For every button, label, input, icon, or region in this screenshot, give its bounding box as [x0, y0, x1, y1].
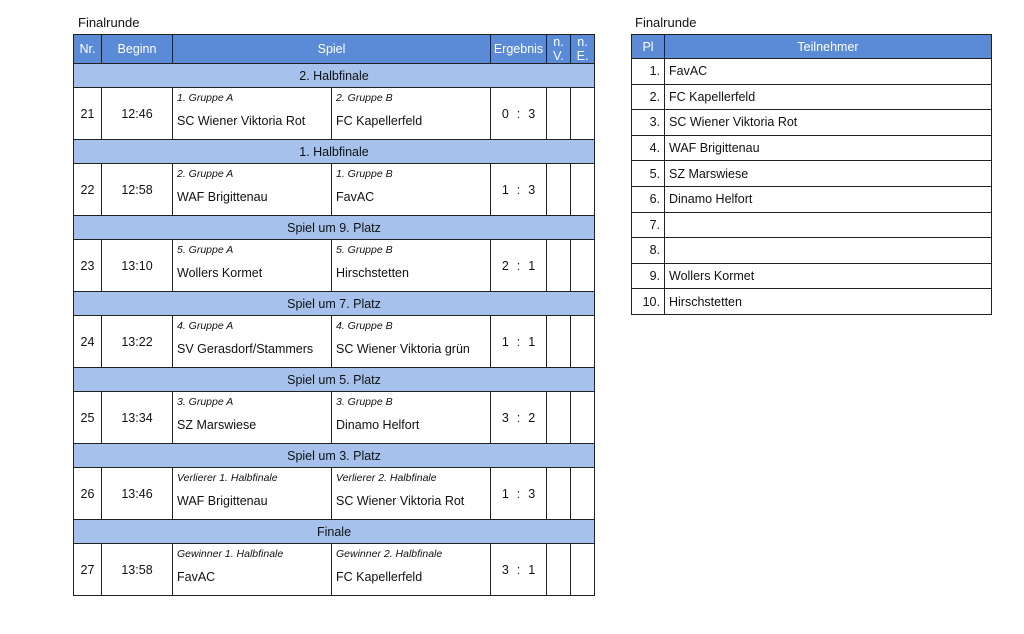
penalty-cell	[571, 240, 595, 292]
result	[491, 544, 547, 596]
ranking-row	[632, 186, 992, 212]
game-row	[74, 240, 595, 292]
penalty-cell	[571, 544, 595, 596]
home-team: SZ Marswiese	[177, 418, 257, 432]
home-team-cell	[173, 316, 332, 368]
overtime-cell	[547, 316, 571, 368]
score-separator: :	[516, 486, 521, 501]
away-team-cell	[332, 544, 491, 596]
score-away: 1	[528, 562, 536, 577]
ranking-header-row	[632, 35, 992, 59]
rank-place: 4.	[632, 135, 665, 161]
away-team: Dinamo Helfort	[336, 418, 420, 432]
round-title-row	[74, 444, 595, 468]
rank-place: 6.	[632, 186, 665, 212]
game-row	[74, 468, 595, 520]
result	[491, 392, 547, 444]
home-team-cell	[173, 164, 332, 216]
round-title: Finale	[74, 520, 595, 544]
col-teilnehmer: Teilnehmer	[665, 35, 992, 59]
round-title-row	[74, 216, 595, 240]
game-row	[74, 88, 595, 140]
away-team-cell	[332, 88, 491, 140]
rank-place: 9.	[632, 263, 665, 289]
round-title-row	[74, 140, 595, 164]
games-header-row	[74, 35, 595, 64]
away-team: FC Kapellerfeld	[336, 570, 423, 584]
round-title: Spiel um 9. Platz	[74, 216, 595, 240]
away-team-cell	[332, 240, 491, 292]
game-number: 22	[74, 164, 102, 216]
away-team-cell	[332, 468, 491, 520]
game-time: 12:46	[102, 88, 173, 140]
result	[491, 316, 547, 368]
home-source: 4. Gruppe A	[177, 320, 234, 332]
round-title-row	[74, 292, 595, 316]
home-source: 2. Gruppe A	[177, 168, 234, 180]
away-team-cell	[332, 392, 491, 444]
overtime-cell	[547, 240, 571, 292]
round-title: Spiel um 3. Platz	[74, 444, 595, 468]
col-ergebnis: Ergebnis	[491, 35, 547, 64]
ranking-row	[632, 59, 992, 85]
result	[491, 468, 547, 520]
game-number: 27	[74, 544, 102, 596]
game-number: 26	[74, 468, 102, 520]
score-separator: :	[516, 258, 521, 273]
score-away: 3	[528, 182, 536, 197]
rank-place: 5.	[632, 161, 665, 187]
penalty-cell	[571, 316, 595, 368]
home-source: 3. Gruppe A	[177, 396, 234, 408]
score-separator: :	[516, 106, 521, 121]
game-time: 13:34	[102, 392, 173, 444]
away-team-cell	[332, 316, 491, 368]
home-team-cell	[173, 468, 332, 520]
score-away: 3	[528, 106, 536, 121]
away-team: SC Wiener Viktoria grün	[336, 342, 470, 356]
home-team: Wollers Kormet	[177, 266, 263, 280]
rank-team: FC Kapellerfeld	[665, 84, 992, 110]
round-title-row	[74, 64, 595, 88]
col-spiel: Spiel	[173, 35, 491, 64]
away-source: 5. Gruppe B	[336, 244, 393, 256]
penalty-cell	[571, 164, 595, 216]
rank-team: SZ Marswiese	[665, 161, 992, 187]
score-home: 0	[501, 106, 509, 121]
score-separator: :	[516, 334, 521, 349]
result	[491, 240, 547, 292]
rank-place: 8.	[632, 238, 665, 264]
home-team: SC Wiener Viktoria Rot	[177, 114, 306, 128]
ranking-row	[632, 135, 992, 161]
home-team-cell	[173, 88, 332, 140]
away-team: FC Kapellerfeld	[336, 114, 423, 128]
round-title: 2. Halbfinale	[74, 64, 595, 88]
ranking-row	[632, 263, 992, 289]
col-pl: Pl	[632, 35, 665, 59]
score-home: 3	[501, 410, 509, 425]
ranking-row	[632, 212, 992, 238]
home-source: Verlierer 1. Halbfinale	[177, 472, 278, 484]
game-time: 13:10	[102, 240, 173, 292]
penalty-cell	[571, 88, 595, 140]
result	[491, 164, 547, 216]
game-number: 21	[74, 88, 102, 140]
game-time: 13:46	[102, 468, 173, 520]
game-row	[74, 544, 595, 596]
ranking-table	[631, 34, 992, 315]
away-team: SC Wiener Viktoria Rot	[336, 494, 465, 508]
rank-team: FavAC	[665, 59, 992, 85]
game-row	[74, 316, 595, 368]
score-separator: :	[516, 410, 521, 425]
rank-team: Dinamo Helfort	[665, 186, 992, 212]
ranking-row	[632, 161, 992, 187]
rank-place: 3.	[632, 110, 665, 136]
rank-team	[665, 238, 992, 264]
game-row	[74, 392, 595, 444]
away-team-cell	[332, 164, 491, 216]
ranking-heading: Finalrunde	[635, 15, 697, 30]
game-number: 23	[74, 240, 102, 292]
overtime-cell	[547, 88, 571, 140]
round-title: 1. Halbfinale	[74, 140, 595, 164]
overtime-cell	[547, 392, 571, 444]
overtime-cell	[547, 544, 571, 596]
score-separator: :	[516, 562, 521, 577]
away-source: Gewinner 2. Halbfinale	[336, 548, 443, 560]
score-away: 1	[528, 258, 536, 273]
rank-team: Wollers Kormet	[665, 263, 992, 289]
games-table	[73, 34, 595, 596]
score-home: 3	[501, 562, 509, 577]
ranking-row	[632, 238, 992, 264]
home-team: WAF Brigittenau	[177, 494, 268, 508]
home-team-cell	[173, 240, 332, 292]
score-away: 1	[528, 334, 536, 349]
col-beginn: Beginn	[102, 35, 173, 64]
away-source: 1. Gruppe B	[336, 168, 393, 180]
game-time: 13:22	[102, 316, 173, 368]
home-source: Gewinner 1. Halbfinale	[177, 548, 284, 560]
score-home: 1	[501, 486, 509, 501]
col-nv: n. V.	[547, 35, 571, 64]
round-title: Spiel um 5. Platz	[74, 368, 595, 392]
result	[491, 88, 547, 140]
penalty-cell	[571, 392, 595, 444]
away-team: Hirschstetten	[336, 266, 409, 280]
rank-place: 1.	[632, 59, 665, 85]
round-title: Spiel um 7. Platz	[74, 292, 595, 316]
game-number: 25	[74, 392, 102, 444]
ranking-row	[632, 110, 992, 136]
penalty-cell	[571, 468, 595, 520]
game-time: 12:58	[102, 164, 173, 216]
ranking-row	[632, 84, 992, 110]
home-team: SV Gerasdorf/Stammers	[177, 342, 314, 356]
score-home: 1	[501, 334, 509, 349]
score-away: 2	[528, 410, 536, 425]
score-home: 1	[501, 182, 509, 197]
rank-team: WAF Brigittenau	[665, 135, 992, 161]
home-team: FavAC	[177, 570, 216, 584]
score-home: 2	[501, 258, 509, 273]
away-source: 4. Gruppe B	[336, 320, 393, 332]
rank-place: 10.	[632, 289, 665, 315]
away-team: FavAC	[336, 190, 375, 204]
rank-place: 2.	[632, 84, 665, 110]
rank-team: SC Wiener Viktoria Rot	[665, 110, 992, 136]
game-number: 24	[74, 316, 102, 368]
home-source: 5. Gruppe A	[177, 244, 234, 256]
score-away: 3	[528, 486, 536, 501]
round-title-row	[74, 368, 595, 392]
overtime-cell	[547, 164, 571, 216]
games-heading: Finalrunde	[78, 15, 140, 30]
home-team: WAF Brigittenau	[177, 190, 268, 204]
col-nr: Nr.	[74, 35, 102, 64]
overtime-cell	[547, 468, 571, 520]
rank-place: 7.	[632, 212, 665, 238]
col-ne: n. E.	[571, 35, 595, 64]
away-source: 2. Gruppe B	[336, 92, 393, 104]
home-source: 1. Gruppe A	[177, 92, 234, 104]
score-separator: :	[516, 182, 521, 197]
ranking-row	[632, 289, 992, 315]
home-team-cell	[173, 544, 332, 596]
game-row	[74, 164, 595, 216]
home-team-cell	[173, 392, 332, 444]
rank-team	[665, 212, 992, 238]
round-title-row	[74, 520, 595, 544]
away-source: 3. Gruppe B	[336, 396, 393, 408]
game-time: 13:58	[102, 544, 173, 596]
away-source: Verlierer 2. Halbfinale	[336, 472, 437, 484]
rank-team: Hirschstetten	[665, 289, 992, 315]
